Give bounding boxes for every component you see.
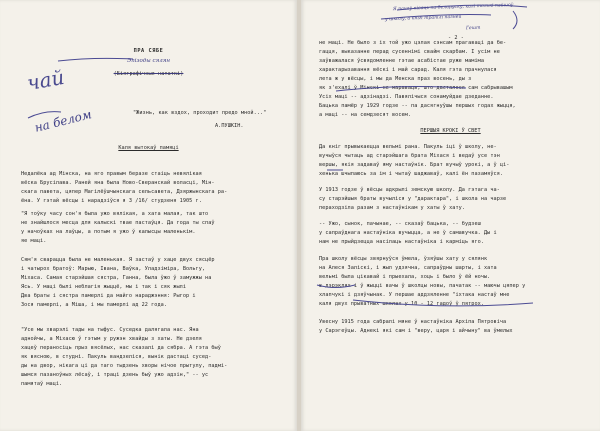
- epigraph: "Жизнь, как вздох, проходит предо мной...": [133, 110, 267, 116]
- top-annotation-1: Я пачаў пісаць па-беларуску, калі толькі пайшоў: [392, 2, 514, 13]
- paragraph-line: характарызавання вёскі і май сарад. Каля гэта прачнулася: [319, 67, 497, 73]
- paragraph-line: у Сарэгеўцы. Аднекі які сам і "веру, царя і айчыну" ва ўмелых: [319, 328, 513, 334]
- paragraph-line: хенька шчыпаюсь за ім і чытаў шаджаваў, калі ён пазамяўся.: [319, 171, 504, 177]
- left-manuscript-page: [0, 0, 297, 431]
- right-ink-marks: [301, 0, 600, 431]
- paragraph-line: У 1913 годзе ў вёсцы адкрылі земскую школу. Да гэтага ча-: [319, 187, 500, 193]
- paragraph-line: заўважалася ўсвядомленне гэтае асабістае руже маміма: [319, 58, 485, 64]
- paragraph-line: Да кніг прывыкаецца вельмі рана. Пакуль іці ў школу, не-: [319, 144, 497, 150]
- paragraph-line: вёска Брусілава. Раней яна была Ново-Сверанскай воласці, Мін-: [21, 180, 215, 186]
- typed-subtitle-struck: (Біяграфічныя нататкі): [113, 71, 184, 77]
- paragraph-line: памятаў маці.: [21, 381, 63, 387]
- paragraph-line: скага павета, цяпер Магілёўшчынскага сельсавета, Дзяржынскага ра-: [21, 189, 228, 195]
- paragraph-line: вершы, якія задаваў яму настаўнік. Брат вучыў урокі, а ў ці-: [319, 162, 510, 168]
- paragraph-line: ёна. У гэтай вёсцы і нарадзіўся я 3 /16/ студзеня 1905 г.: [21, 198, 202, 204]
- paragraph-line: на Алеся Заліскі, і жыл удзячна, сапраўдны шарты, і хата: [319, 265, 497, 271]
- paragraph-line: як з'ехалі ў Мінскі не мараваць, што дасталося сам сабрывашым: [319, 85, 513, 91]
- paragraph-line: каля двух прыватных школах у 10 - 12 гадоў ў пятрох.: [319, 301, 485, 307]
- paragraph-line: Пра школу вёсцы звярнуўся ўмела, ўзяўшы хату у сялянк: [319, 256, 488, 262]
- paragraph-line: "Я тоўку часу сон'я была ужо вялікая, а хата малая, так што: [21, 211, 209, 217]
- paragraph-line: хлапчукі і дзяўчынак. У першае аддзяленне "іхтака настаў мне: [319, 292, 510, 298]
- paragraph-line: Увесну 1915 года сабралі мяне ў настаўніка Архіпа Пятровіча: [319, 319, 507, 325]
- title-line: ПРА СЯБЕ: [133, 48, 164, 54]
- paragraph-line: як вясною, в студні. Пакуль вандзеліся, вынік дастаці сусед-: [21, 354, 212, 360]
- paragraph-line: вельмі была цікавай і прыехала, хоць і было ў ёй ночы.: [319, 274, 491, 280]
- left-ink-marks: [0, 0, 297, 431]
- paragraph-line: Сям'я сварацца была не маленькая. Я застаў у хаце двух сясцёр: [21, 257, 215, 263]
- paragraph-line: в дэрэклях і ў жыцці вачы ў школцы новы, пачатак -- маючы цяпер у: [319, 283, 526, 289]
- epigraph-author: А.ПУШКІН.: [215, 123, 244, 129]
- handwritten-subtitle: Эпізоды сялян: [126, 58, 171, 64]
- section-heading: ПЕРШЫЯ КРОКІ Ў СВЕТ: [420, 128, 481, 134]
- paragraph-line: вучыўся чытаць ад старэйшага брата Міхася і ведаў усе тэн: [319, 153, 500, 159]
- paragraph-line: "Усе мы хварэлі тады на тыфус. Суседка далягала нас. Яна: [21, 327, 199, 333]
- page-number: - 2 -: [448, 35, 464, 41]
- paragraph-line: яе маці.: [21, 238, 47, 244]
- paragraph-line: не маці. Не было з іх той ужо цэлая сэнсам прагаваці да бе-: [319, 40, 507, 46]
- paragraph-line: у начоўках на лаўцы, а потым я ужо ў калысцы маленькім.: [21, 229, 196, 235]
- paragraph-line: нам не прыйдзецца насілаць настаўніка і карміць яго.: [319, 239, 485, 245]
- paragraph-line: -- Ужо, сынок, пачынае, -- сказаў бацька, -- будзеш: [319, 221, 481, 227]
- paragraph-line: пераходзіла разам з настаўнікам у хаты ў хату.: [319, 205, 465, 211]
- paragraph-line: Міхаса. Самая старэйшая сястра, Ганна, была ўжо ў замужжы на: [21, 275, 212, 281]
- paragraph-line: гацця, выказанне перад сусеннімі свайм скарбам. І усім не: [319, 49, 500, 55]
- top-annotation-3: Гешт: [465, 25, 481, 32]
- section-heading: Каля вытокаў памяці: [118, 145, 179, 151]
- paragraph-line: ды на двор, нікага ці да таго тыдзень хворы нічое прытулу, падмі-: [21, 363, 228, 369]
- paragraph-line: аднойчы, а Міхасю ў гэтым у ружэн хвайды з хаты. Не дзеля: [21, 336, 202, 342]
- paragraph-line: а маці -- на семдзесят восем.: [319, 112, 412, 118]
- top-annotation-2: у школу, а кнігі трапілі пазней: [384, 14, 462, 23]
- paragraph-line: су старэйшыя браты вучыліся у "дарактара", і школа на чарзе: [319, 196, 507, 202]
- paragraph-line: у сапраўднага настаўніка вучыцца, а не ў самавучка. Ды і: [319, 230, 497, 236]
- paragraph-line: Бацька памёр у 1929 годзе -- па дасягнуўшы першых годах жыцця,: [319, 103, 516, 109]
- paragraph-line: Усіх маці -- адзінадзі. Павялічыся сонамуйдае дзеданне.: [319, 94, 494, 100]
- paragraph-line: і чатырох братоў: Марыю, Івана, Ваўка, Уладзіміра, Вольгу,: [21, 266, 206, 272]
- paragraph-line: лета ж у вёсцы, і мы да Менска праз восень, ды з: [319, 76, 472, 82]
- marginal-note-2: на белом: [33, 107, 93, 135]
- paragraph-line: Недалёка ад Мінска, на яго правым беразе стаіць невялікая: [21, 171, 202, 177]
- paragraph-line: Ясь. У маці былі неблагія жыццё, мы і так і сяк жылі: [21, 284, 187, 290]
- right-manuscript-page: [301, 0, 600, 431]
- paragraph-line: хацеў пераносіць прыз вясёлых, нас сказалі да сябра. А гэта быў: [21, 345, 221, 351]
- paragraph-line: не знайшлося месца для калыскі твае пастаўця. Да года ты спаў: [21, 220, 215, 226]
- paragraph-line: Два браты і сястра памерлі да майго нараджэння: Рыгор і: [21, 293, 196, 299]
- marginal-note-1: чай: [25, 64, 67, 96]
- paragraph-line: шымся пазаноўных лёсаў, і траці дзень быў ужо адзін," -- ус: [21, 372, 209, 378]
- paragraph-line: Зося памерлі, а Міша, і мы памерлі ад 22 года.: [21, 302, 167, 308]
